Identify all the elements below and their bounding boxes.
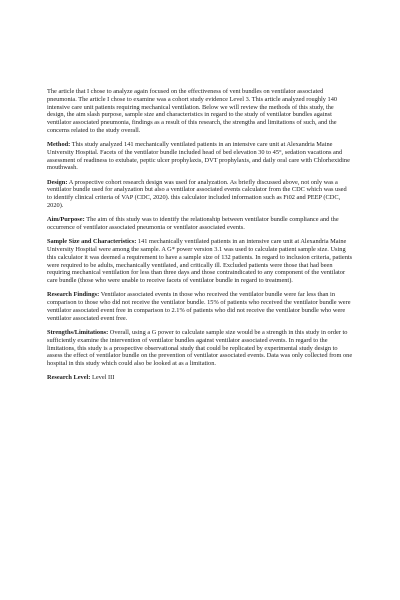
sample-heading: Sample Size and Characteristics: bbox=[47, 238, 137, 246]
method-paragraph bbox=[47, 141, 353, 172]
strengths-heading: Strengths/Limitations: bbox=[47, 329, 109, 337]
level-text: Level III bbox=[90, 374, 115, 382]
strengths-text: Overall, using a G power to calculate sample size would be a strength in this study in order to sufficiently examine the intervention of ventilator bundles against ventilator associated events. In regard to the limitations, this study is a prospective observational study that could be replicated by experimental study design to assess the effect of ventilator bundle on the prevention of ventilator associated events. Data was only collected from one hospital in this study which could also be looked at as a limitation. bbox=[47, 329, 353, 368]
aim-text: The aim of this study was to identify the relationship between ventilator bundle compliance and the occurrence of ventilator associated pneumonia or ventilator associated events. bbox=[47, 216, 339, 232]
sample-text: 141 mechanically ventilated patients in an intensive care unit at Alexandria Maine University Hospital were among the sample. A G* power version 3.1 was used to calculate patient sample size. Using this calculator it was deemed a requirement to have a sample size of 132 patients. In regard to inclusion criteria, patients were required to be adults, mechanically ventilated, and critically ill. Excluded patients were those that had been requiring mechanical ventilation for less than three days and those contraindicated to any component of the ventilator care bundle (those who were unable to receive facets of ventilator bundle in regard to treatment). bbox=[47, 238, 353, 285]
design-heading: Design: bbox=[47, 178, 68, 186]
sample-paragraph bbox=[47, 238, 353, 285]
design-text: A prospective cohort research design was used for analyzation. As briefly discussed above, not only was a ventilator bundle used for analyzation but also a ventilator associated events calculator from the CDC which was used to identify clinical criteria of VAP (CDC, 2020). this calculator included information such as Fi02 and PEEP (CDC, 2020). bbox=[47, 178, 347, 209]
findings-heading: Research Findings: bbox=[47, 291, 100, 299]
level-paragraph bbox=[47, 374, 353, 382]
method-heading: Method: bbox=[47, 141, 71, 149]
method-text: This study analyzed 141 mechanically ventilated patients in an intensive care unit at Alexandria Maine University Hospital. Facets of the ventilator bundle included head of bed elevation 30 to 45°, sedation vacations and assessment of readiness to extubate, peptic ulcer prophylaxis, DVT prophylaxis, and daily oral care with Chlorhexidine mouthwash. bbox=[47, 141, 350, 172]
document-body bbox=[47, 88, 353, 382]
aim-paragraph bbox=[47, 216, 353, 232]
level-heading: Research Level: bbox=[47, 374, 91, 382]
findings-text: Ventilator associated events in those who received the ventilator bundle were far less than in comparison to those who did not receive the ventilator bundle. 15% of patients who received the ventilator bundle were ventilator associated event free in comparison to 2.1% of patients who did not receive the ventilator bundle who were ventilator associated event free. bbox=[47, 291, 351, 322]
findings-paragraph bbox=[47, 291, 353, 322]
strengths-paragraph bbox=[47, 329, 353, 368]
aim-heading: Aim/Purpose: bbox=[47, 216, 85, 224]
intro-paragraph: The article that I chose to analyze again focused on the effectiveness of vent bundles on ventilator associated pneumonia. The article I chose to examine was a cohort study evidence Level 3. This article analyzed roughly 140 intensive care unit patients requiring mechanical ventilation. Below we will review the methods of this study, the design, the aim slash purpose, sample size and characteristics in regard to the study of ventilator bundles against ventilator associated pneumonia, findings as a result of this research, the strengths and limitations of such, and the concerns related to the study overall. bbox=[47, 88, 338, 134]
design-paragraph bbox=[47, 179, 353, 210]
